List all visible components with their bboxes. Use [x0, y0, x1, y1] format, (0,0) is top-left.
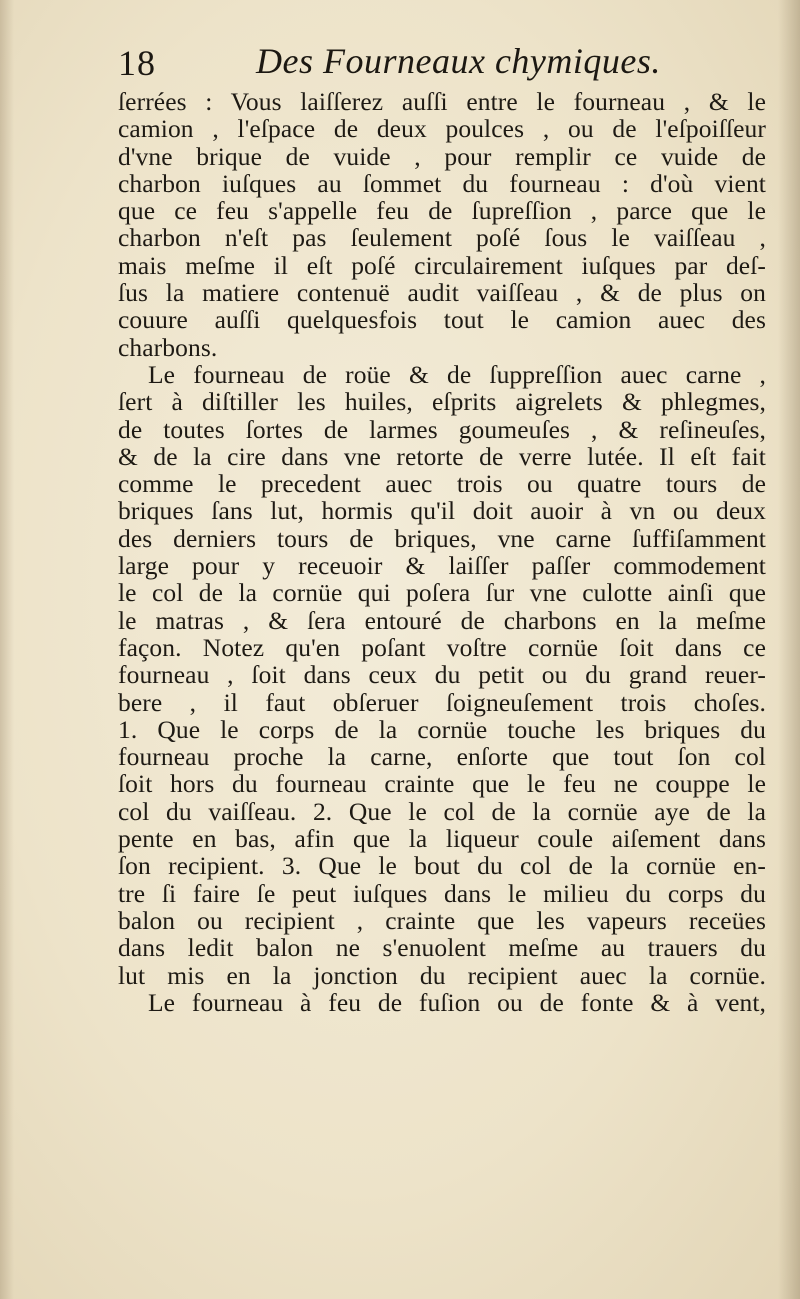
- page-number: 18: [118, 43, 156, 83]
- text-line: mais meſme il eſt poſé circulairement iuſques par deſ-: [118, 250, 766, 280]
- text-line: balon ou recipient , crainte que les vapeurs receües: [118, 905, 766, 935]
- text-line: de toutes ſortes de larmes goumeuſes , & reſineuſes,: [118, 414, 766, 444]
- text-line: fourneau proche la carne, enſorte que tout ſon col: [118, 742, 766, 772]
- text-line: ſon recipient. 3. Que le bout du col de la cornüe en-: [118, 851, 766, 881]
- text-line: des derniers tours de briques, vne carne ſuffiſamment: [118, 523, 766, 553]
- text-line: ſoit hors du fourneau crainte que le feu ne couppe le: [118, 769, 766, 799]
- text-line: façon. Notez qu'en poſant voſtre cornüe ſoit dans ce: [118, 632, 766, 662]
- text-line: bere , il faut obſeruer ſoigneuſement trois choſes.: [118, 687, 766, 717]
- text-line: fourneau , ſoit dans ceux du petit ou du grand reuer-: [118, 660, 766, 690]
- text-line: Le fourneau à feu de fuſion ou de fonte & à vent,: [148, 987, 766, 1017]
- text-line: ſus la matiere contenuë audit vaiſſeau , & de plus on: [118, 278, 766, 308]
- text-line: ſerrées : Vous laiſſerez auſſi entre le fourneau , & le: [118, 87, 766, 116]
- text-line: tre ſi faire ſe peut iuſques dans le milieu du corps du: [118, 878, 766, 908]
- page-header: [118, 40, 758, 88]
- text-line: Le fourneau de roüe & de ſuppreſſion auec carne ,: [148, 359, 766, 389]
- text-line: charbon n'eſt pas ſeulement poſé ſous le vaiſſeau ,: [118, 223, 766, 253]
- text-line: charbons.: [118, 332, 218, 362]
- text-line: briques ſans lut, hormis qu'il doit auoir à vn ou deux: [118, 496, 766, 526]
- text-line: d'vne brique de vuide , pour remplir ce vuide de: [118, 141, 766, 171]
- text-line: le matras , & ſera entouré de charbons en la meſme: [118, 605, 766, 635]
- text-line: comme le precedent auec trois ou quatre tours de: [118, 469, 766, 499]
- text-line: le col de la cornüe qui poſera ſur vne culotte ainſi que: [118, 578, 766, 608]
- text-line: camion , l'eſpace de deux poulces , ou de l'eſpoiſſeur: [118, 114, 766, 144]
- text-line: & de la cire dans vne retorte de verre lutée. Il eſt fait: [118, 441, 766, 471]
- text-line: couure auſſi quelquesfois tout le camion auec des: [118, 305, 766, 335]
- text-line: que ce feu s'appelle feu de ſupreſſion , parce que le: [118, 196, 766, 226]
- page-edge-shadow: [778, 0, 800, 1299]
- text-line: ſert à diſtiller les huiles, eſprits aigrelets & phlegmes,: [118, 387, 766, 417]
- text-line: charbon iuſques au ſommet du fourneau : d'où vient: [118, 168, 766, 198]
- text-line: large pour y receuoir & laiſſer paſſer commodement: [118, 551, 766, 581]
- text-line: 1. Que le corps de la cornüe touche les briques du: [118, 714, 766, 744]
- text-line: pente en bas, afin que la liqueur coule aiſement dans: [118, 824, 766, 854]
- body-text: [118, 88, 766, 1016]
- text-line: col du vaiſſeau. 2. Que le col de la cornüe aye de la: [118, 796, 766, 826]
- text-line: lut mis en la jonction du recipient auec la cornüe.: [118, 960, 766, 990]
- running-title: Des Fourneaux chymiques.: [256, 41, 661, 81]
- text-line: dans ledit balon ne s'enuolent meſme au trauers du: [118, 933, 766, 963]
- page-left-edge: [0, 0, 14, 1299]
